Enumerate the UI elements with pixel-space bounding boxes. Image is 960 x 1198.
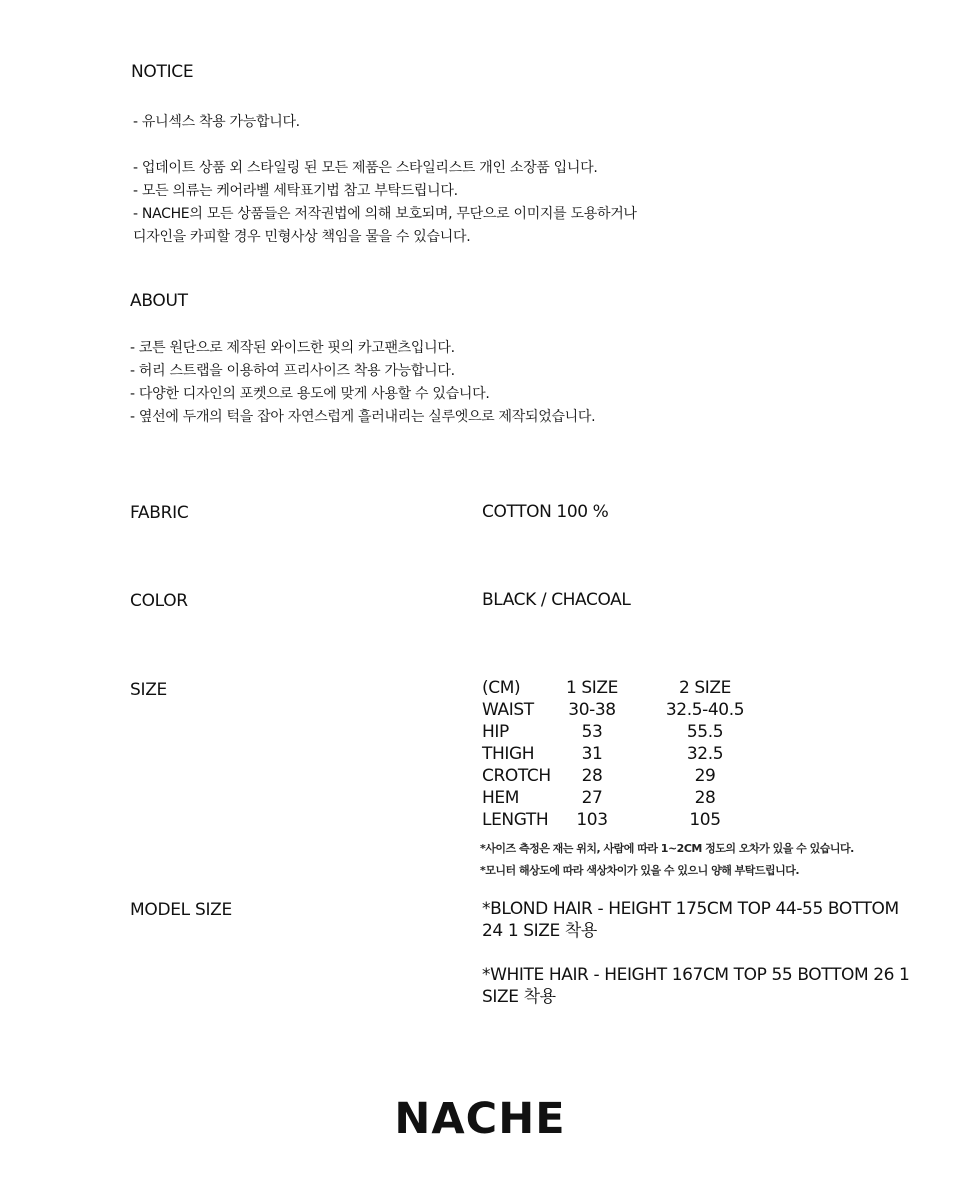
fabric-label: FABRIC	[130, 503, 189, 523]
size-cell: 28	[694, 788, 716, 808]
size-table-row	[482, 809, 782, 831]
size-cell: 27	[581, 788, 603, 808]
size-cell: 105	[689, 810, 721, 830]
size-table-header	[482, 677, 782, 699]
about-line: - 허리 스트랩을 이용하여 프리사이즈 착용 가능합니다.	[130, 363, 455, 379]
size-cell: HEM	[482, 788, 519, 808]
size-note: *모니터 해상도에 따라 색상차이가 있을 수 있으니 양해 부탁드립니다.	[480, 864, 800, 877]
color-label: COLOR	[130, 591, 188, 611]
notice-line: - 유니섹스 착용 가능합니다.	[133, 114, 300, 130]
about-title: ABOUT	[130, 291, 188, 311]
size-cell: WAIST	[482, 700, 534, 720]
size-cell: 30-38	[568, 700, 616, 720]
size-cell: 2 SIZE	[678, 678, 731, 698]
size-note: *사이즈 측정은 재는 위치, 사람에 따라 1~2CM 정도의 오차가 있을 수 있습니다.	[480, 842, 854, 855]
brand-logo: NACHE	[394, 1094, 566, 1144]
size-table	[482, 677, 782, 831]
size-table-row	[482, 787, 782, 809]
size-cell: 32.5	[686, 744, 724, 764]
size-cell: LENGTH	[482, 810, 549, 830]
model-size-text: *WHITE HAIR - HEIGHT 167CM TOP 55 BOTTOM 26 1 SIZE 착용	[482, 965, 910, 1007]
color-value: BLACK / CHACOAL	[482, 590, 631, 610]
size-cell: 103	[576, 810, 608, 830]
notice-line: - NACHE의 모든 상품들은 저작권법에 의해 보호되며, 무단으로 이미지를 도용하거나	[133, 206, 637, 222]
about-line: - 옆선에 두개의 턱을 잡아 자연스럽게 흘러내리는 실루엣으로 제작되었습니다.	[130, 409, 596, 425]
size-cell: 28	[581, 766, 603, 786]
notice-title: NOTICE	[131, 62, 194, 82]
size-table-row	[482, 743, 782, 765]
size-table-row	[482, 765, 782, 787]
size-cell: 53	[581, 722, 603, 742]
size-cell: 31	[581, 744, 603, 764]
about-line: - 다양한 디자인의 포켓으로 용도에 맞게 사용할 수 있습니다.	[130, 386, 490, 402]
about-line: - 코튼 원단으로 제작된 와이드한 핏의 카고팬츠입니다.	[130, 340, 455, 356]
size-cell: HIP	[482, 722, 509, 742]
size-table-row	[482, 721, 782, 743]
notice-line: 디자인을 카피할 경우 민형사상 책임을 물을 수 있습니다.	[133, 229, 471, 245]
model-size-text: *BLOND HAIR - HEIGHT 175CM TOP 44-55 BOTTOM 24 1 SIZE 착용	[482, 899, 899, 941]
notice-line: - 업데이트 상품 외 스타일링 된 모든 제품은 스타일리스트 개인 소장품 입니다.	[133, 160, 598, 176]
size-cell: 32.5-40.5	[665, 700, 745, 720]
size-cell: CROTCH	[482, 766, 551, 786]
size-cell: (CM)	[482, 678, 521, 698]
notice-line: - 모든 의류는 케어라벨 세탁표기법 참고 부탁드립니다.	[133, 183, 458, 199]
size-cell: 55.5	[686, 722, 724, 742]
size-label: SIZE	[130, 680, 167, 700]
size-cell: 29	[694, 766, 716, 786]
size-cell: 1 SIZE	[565, 678, 618, 698]
model-size-label: MODEL SIZE	[130, 900, 232, 920]
fabric-value: COTTON 100 %	[482, 502, 609, 522]
size-cell: THIGH	[482, 744, 535, 764]
size-table-row	[482, 699, 782, 721]
